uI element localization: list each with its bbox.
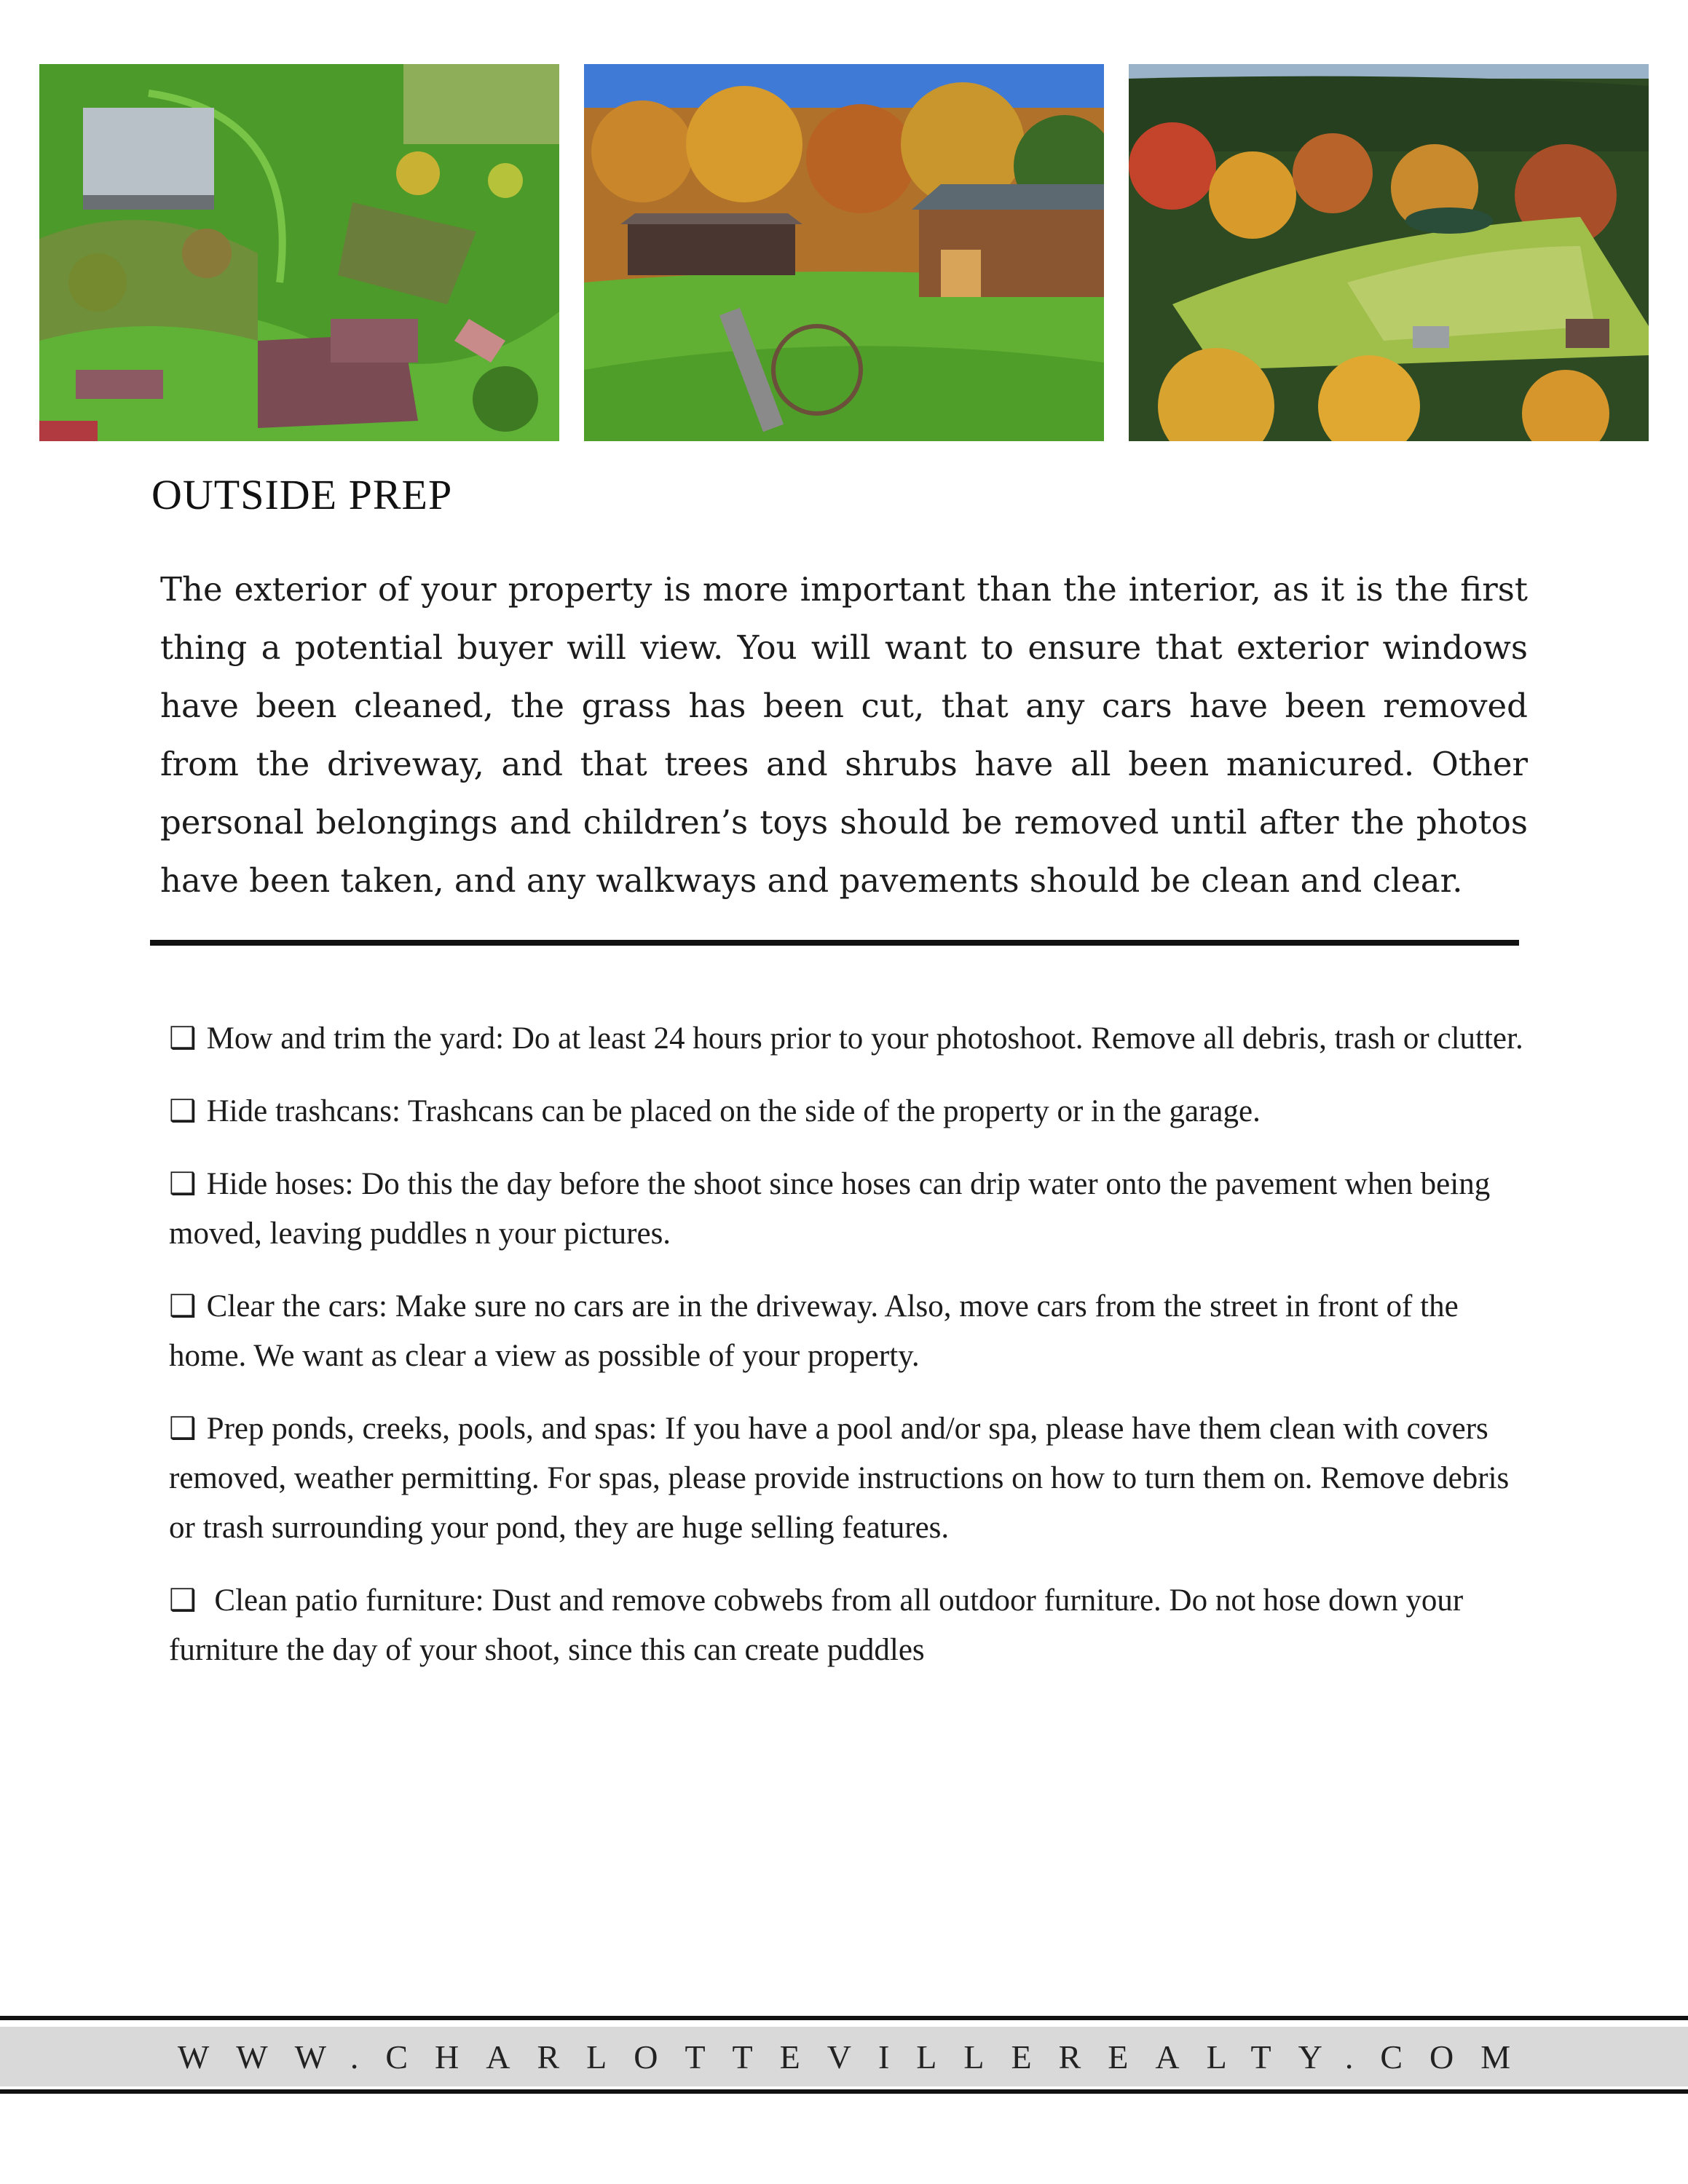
checkbox-icon[interactable]: ❑ xyxy=(169,1410,197,1446)
intro-paragraph: The exterior of your property is more important than the interior, as it is the first thing a potential buyer will view. You will want to ensure that exterior windows have been cleaned, the grass has been cut, that any cars have been removed from the driveway, and that trees and shrubs have all been manicured. Other personal belongings and children’s toys should be removed until after the photos have been taken, and any walkways and pavements should be clean and clear. xyxy=(160,570,1528,900)
footer-rule-bottom xyxy=(0,2089,1688,2094)
checklist-item xyxy=(169,1281,1538,1381)
checklist-item xyxy=(169,1575,1538,1675)
checklist-item-text: Prep ponds, creeks, pools, and spas: If you have a pool and/or spa, please have them clean with covers removed, weather permitting. For spas, please provide instructions on how to turn them on. Remove debris or trash surrounding your pond, they are huge selling features. xyxy=(169,1412,1510,1545)
checklist-item-text: Hide hoses: Do this the day before the shoot since hoses can drip water onto the pavement when being moved, leaving puddles n your pictures. xyxy=(169,1167,1491,1251)
prep-checklist xyxy=(169,1013,1538,1698)
checklist-item-text: Clean patio furniture: Dust and remove cobwebs from all outdoor furniture. Do not hose down your furniture the day of your shoot, since this can create puddles xyxy=(169,1583,1464,1667)
photo-strip xyxy=(39,64,1649,441)
checklist-item xyxy=(169,1404,1538,1553)
checkbox-icon[interactable]: ❑ xyxy=(169,1093,197,1128)
checklist-item xyxy=(169,1013,1538,1064)
checklist-item-text: Hide trashcans: Trashcans can be placed on the side of the property or in the garage. xyxy=(206,1094,1261,1128)
checklist-item xyxy=(169,1086,1538,1136)
footer-rule-top xyxy=(0,2016,1688,2020)
checkbox-icon[interactable]: ❑ xyxy=(169,1020,197,1056)
autumn-valley-photo xyxy=(1129,64,1649,441)
aerial-farm-photo xyxy=(39,64,559,441)
checklist-item xyxy=(169,1159,1538,1259)
section-divider xyxy=(150,940,1519,946)
house-and-barn-photo xyxy=(584,64,1104,441)
checklist-item-text: Mow and trim the yard: Do at least 24 hours prior to your photoshoot. Remove all debris, trash or clutter. xyxy=(206,1021,1523,1056)
checkbox-icon[interactable]: ❑ xyxy=(169,1288,197,1324)
website-link[interactable]: WWW.CHARLOTTEVILLEREALTY.COM xyxy=(177,2038,1538,2076)
checkbox-icon[interactable]: ❑ xyxy=(169,1166,197,1201)
checklist-item-text: Clear the cars: Make sure no cars are in the driveway. Also, move cars from the street in front of the home. We want as clear a view as possible of your property. xyxy=(169,1289,1459,1373)
checkbox-icon[interactable]: ❑ xyxy=(169,1582,197,1618)
section-heading: OUTSIDE PREP xyxy=(151,471,453,518)
footer-band xyxy=(0,2027,1688,2086)
